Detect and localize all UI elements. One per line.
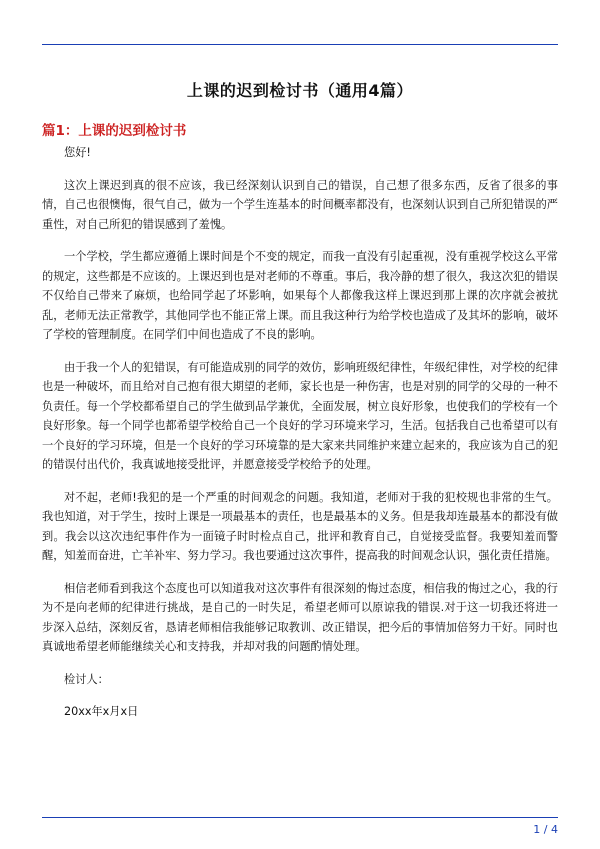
document-body (42, 143, 558, 735)
document-title: 上课的迟到检讨书（通用4篇） (186, 81, 414, 100)
paragraph: 由于我一个人的犯错误，有可能造成别的同学的效仿，影响班级纪律性，年级纪律性，对学校的纪律也是一种破坏，而且给对自己抱有很大期望的老师，家长也是一种伤害，也是对别的同学的父母的一种不负责任。每一个学校都希望自己的学生做到品学兼优，全面发展，树立良好形象，也使我们的学校有一个良好形象。每一个同学也都希望学校给自己一个良好的学习环境来学习，生活。包括我自己也希望可以有一个良好的学习环境，但是一个良好的学习环境靠的是大家来共同维护来建立起来的，我应该为自己的犯的错误付出代价，我真诚地接受批评，并愿意接受学校给予的处理。 (42, 360, 558, 471)
signature-label: 检讨人： (64, 672, 109, 686)
paragraph: 相信老师看到我这个态度也可以知道我对这次事件有很深刻的悔过态度，相信我的悔过之心，我的行为不是向老师的纪律进行挑战，是自己的一时失足，希望老师可以原谅我的错误.对于这一切我还将进一步深入总结，深刻反省，恳请老师相信我能够记取教训、改正错误，把今后的事情加倍努力干好。同时也真诚地希望老师能继续关心和支持我，并却对我的问题酌情处理。 (42, 581, 558, 653)
section-heading: 篇1：上课的迟到检讨书 (42, 123, 187, 139)
signature-date: 20xx年x月x日 (64, 705, 139, 718)
page-number: 1 / 4 (533, 823, 558, 836)
paragraph: 这次上课迟到真的很不应该，我已经深刻认识到自己的错误，自己想了很多东西，反省了很多的事情，自己也很懊悔，很气自己，做为一个学生连基本的时间概率都没有，也深刻认识到自己所犯错误的严重性，对自己所犯的错误感到了羞愧。 (42, 178, 558, 231)
header-rule (42, 44, 558, 45)
paragraph: 一个学校，学生都应遵循上课时间是个不变的规定，而我一直没有引起重视，没有重视学校这么平常的规定，这些都是不应该的。上课迟到也是对老师的不尊重。事后，我冷静的想了很久，我这次犯的错误不仅给自己带来了麻烦，也给同学起了坏影响，如果每个人都像我这样上课迟到那上课的次序就会被扰乱，老师无法正常教学，其他同学也不能正常上课。而且我这种行为给学校也造成了及其坏的影响，破坏了学校的管理制度。在同学们中间也造成了不良的影响。 (42, 250, 558, 341)
paragraph: 对不起，老师!我犯的是一个严重的时间观念的问题。我知道，老师对于我的犯校规也非常的生气。我也知道，对于学生，按时上课是一项最基本的责任，也是最基本的义务。但是我却连最基本的都没有做到。我会以这次违纪事件作为一面镜子时时检点自己，批评和教育自己，自觉接受监督。我要知羞而警醒，知羞而奋进，亡羊补牢、努力学习。我也要通过这次事件，提高我的时间观念认识，强化责任措施。 (42, 490, 558, 562)
salutation: 您好! (64, 146, 91, 159)
footer-rule (42, 817, 558, 818)
